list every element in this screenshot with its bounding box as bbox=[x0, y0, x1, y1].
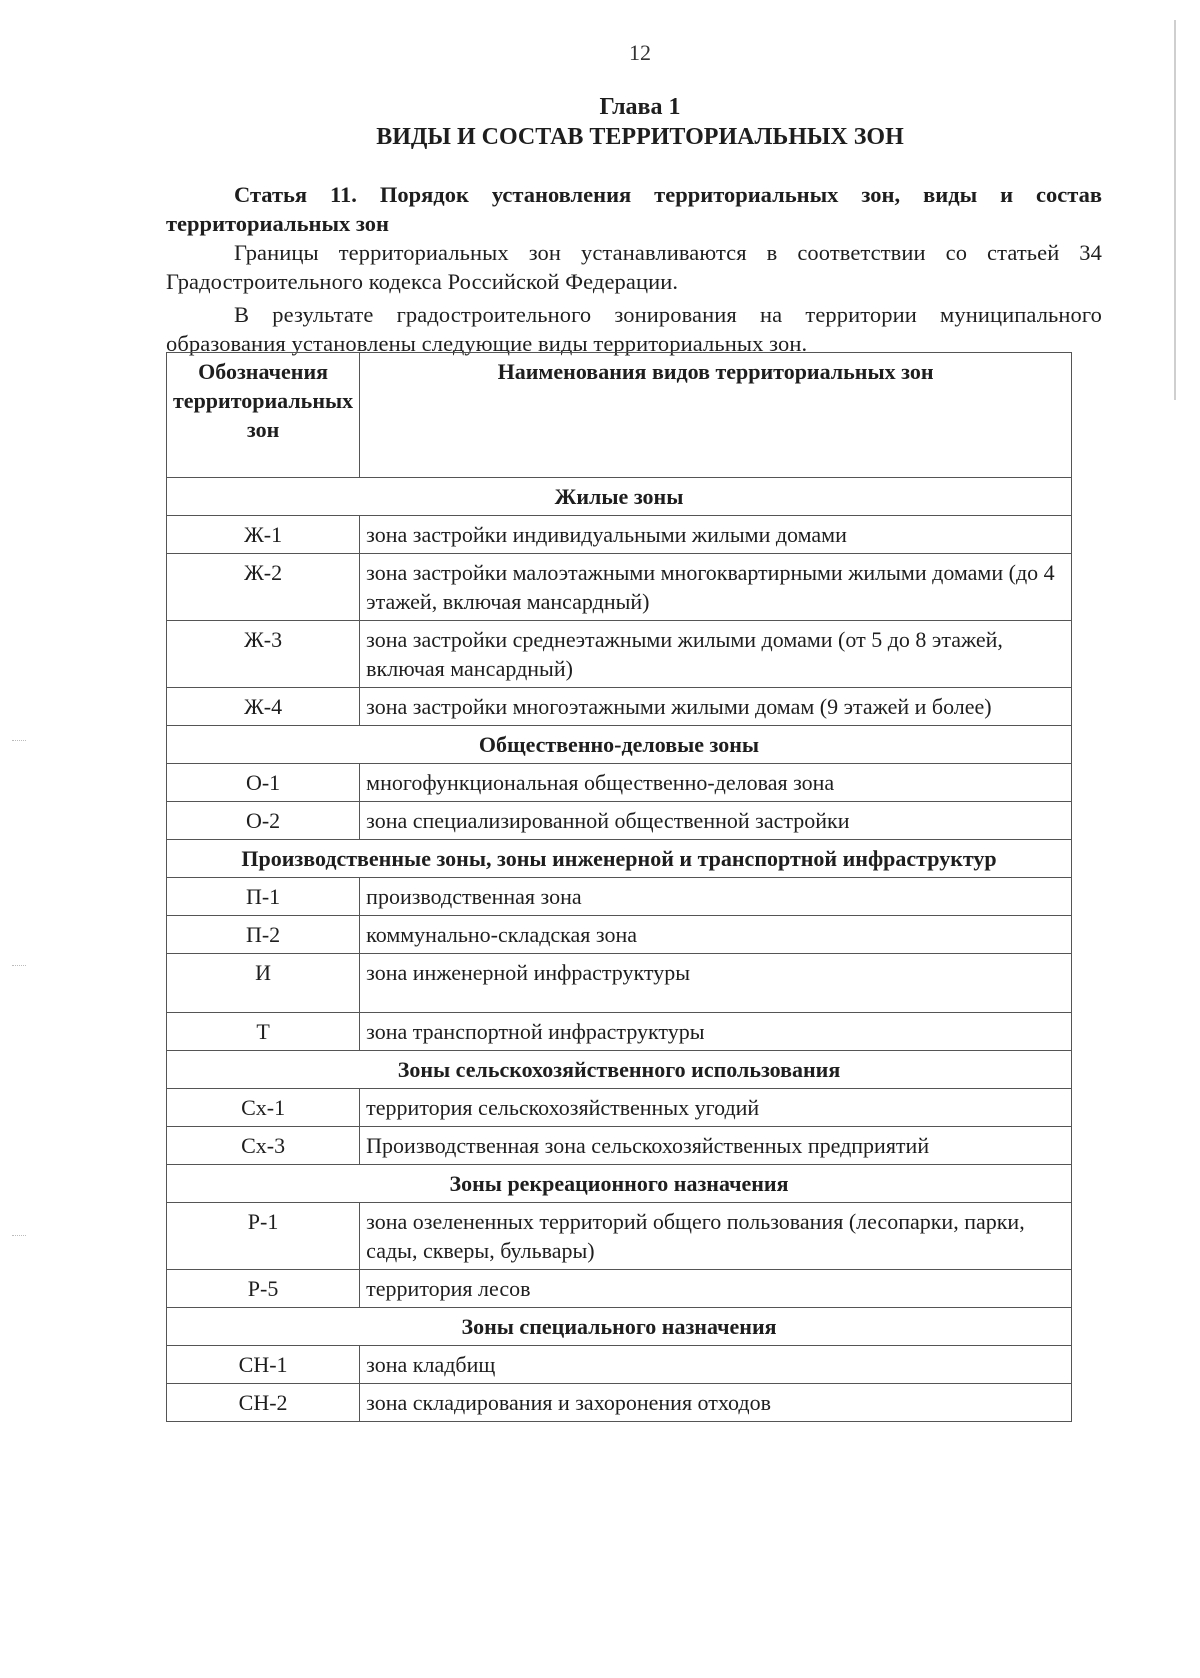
zone-name: зона озелененных территорий общего пользования (лесопарки, парки, сады, скверы, бульвары) bbox=[360, 1203, 1072, 1270]
table-row bbox=[167, 1127, 1072, 1165]
zone-code: П-2 bbox=[167, 916, 360, 954]
chapter-label: Глава 1 bbox=[599, 94, 681, 120]
zone-name: зона инженерной инфраструктуры bbox=[360, 954, 1072, 1013]
zone-code: Сх-3 bbox=[167, 1127, 360, 1165]
group-title: Зоны специального назначения bbox=[167, 1308, 1072, 1346]
zone-code: Ж-3 bbox=[167, 621, 360, 688]
group-row bbox=[167, 1308, 1072, 1346]
page-number: 12 bbox=[629, 40, 651, 65]
article-paragraph-1: Границы территориальных зон устанавливаются в соответствии со статьей 34 Градостроительного кодекса Российской Федерации. bbox=[166, 240, 1102, 294]
header-code: Обозначения территориальных зон bbox=[167, 353, 360, 478]
zone-code: Р-5 bbox=[167, 1270, 360, 1308]
table-row bbox=[167, 1203, 1072, 1270]
zone-code: П-1 bbox=[167, 878, 360, 916]
table-row bbox=[167, 1346, 1072, 1384]
group-row bbox=[167, 840, 1072, 878]
group-row bbox=[167, 1165, 1072, 1203]
table-row bbox=[167, 621, 1072, 688]
zone-name: территория сельскохозяйственных угодий bbox=[360, 1089, 1072, 1127]
scan-edge-dots bbox=[12, 1235, 26, 1236]
zones-table-body bbox=[167, 478, 1072, 1422]
table-row bbox=[167, 1013, 1072, 1051]
table-row bbox=[167, 1270, 1072, 1308]
group-title: Зоны сельскохозяйственного использования bbox=[167, 1051, 1072, 1089]
zone-name: производственная зона bbox=[360, 878, 1072, 916]
zone-code: СН-1 bbox=[167, 1346, 360, 1384]
zones-table bbox=[166, 352, 1072, 1422]
table-row bbox=[167, 954, 1072, 1013]
group-row bbox=[167, 1051, 1072, 1089]
table-row bbox=[167, 1384, 1072, 1422]
group-row bbox=[167, 478, 1072, 516]
zone-name: многофункциональная общественно-деловая зона bbox=[360, 764, 1072, 802]
zone-name: зона специализированной общественной застройки bbox=[360, 802, 1072, 840]
table-row bbox=[167, 516, 1072, 554]
zone-code: О-1 bbox=[167, 764, 360, 802]
zone-name: зона застройки малоэтажными многоквартирными жилыми домами (до 4 этажей, включая мансардный) bbox=[360, 554, 1072, 621]
zone-code: СН-2 bbox=[167, 1384, 360, 1422]
zone-name: зона застройки многоэтажными жилыми домам (9 этажей и более) bbox=[360, 688, 1072, 726]
zone-code: Р-1 bbox=[167, 1203, 360, 1270]
table-row bbox=[167, 554, 1072, 621]
group-row bbox=[167, 726, 1072, 764]
scan-edge-dots bbox=[12, 740, 26, 741]
table-row bbox=[167, 802, 1072, 840]
article-section bbox=[166, 180, 1102, 362]
zone-name: зона застройки среднеэтажными жилыми домами (от 5 до 8 этажей, включая мансардный) bbox=[360, 621, 1072, 688]
zone-name: зона кладбищ bbox=[360, 1346, 1072, 1384]
zone-code: Ж-2 bbox=[167, 554, 360, 621]
table-row bbox=[167, 688, 1072, 726]
table-row bbox=[167, 764, 1072, 802]
zone-code: И bbox=[167, 954, 360, 1013]
group-title: Производственные зоны, зоны инженерной и транспортной инфраструктур bbox=[167, 840, 1072, 878]
zone-code: О-2 bbox=[167, 802, 360, 840]
zone-code: Сх-1 bbox=[167, 1089, 360, 1127]
zone-code: Ж-4 bbox=[167, 688, 360, 726]
article-paragraph-2: В результате градостроительного зонирования на территории муниципального образования установлены следующие виды территориальных зон. bbox=[166, 302, 1102, 356]
table-header-row bbox=[167, 353, 1072, 478]
group-title: Жилые зоны bbox=[167, 478, 1072, 516]
chapter-heading bbox=[0, 92, 1200, 152]
zone-name: Производственная зона сельскохозяйственных предприятий bbox=[360, 1127, 1072, 1165]
scan-edge-mark bbox=[1174, 20, 1176, 400]
zone-name: коммунально-складская зона bbox=[360, 916, 1072, 954]
zone-name: зона складирования и захоронения отходов bbox=[360, 1384, 1072, 1422]
zone-name: территория лесов bbox=[360, 1270, 1072, 1308]
table-row bbox=[167, 1089, 1072, 1127]
zone-name: зона транспортной инфраструктуры bbox=[360, 1013, 1072, 1051]
scan-edge-dots bbox=[12, 965, 26, 966]
article-title: Статья 11. Порядок установления территориальных зон, виды и состав территориальных зон bbox=[166, 182, 1102, 236]
table-row bbox=[167, 916, 1072, 954]
chapter-title: ВИДЫ И СОСТАВ ТЕРРИТОРИАЛЬНЫХ ЗОН bbox=[376, 124, 904, 150]
zone-name: зона застройки индивидуальными жилыми домами bbox=[360, 516, 1072, 554]
group-title: Зоны рекреационного назначения bbox=[167, 1165, 1072, 1203]
header-name: Наименования видов территориальных зон bbox=[360, 353, 1072, 478]
zone-code: Т bbox=[167, 1013, 360, 1051]
group-title: Общественно-деловые зоны bbox=[167, 726, 1072, 764]
zone-code: Ж-1 bbox=[167, 516, 360, 554]
table-row bbox=[167, 878, 1072, 916]
